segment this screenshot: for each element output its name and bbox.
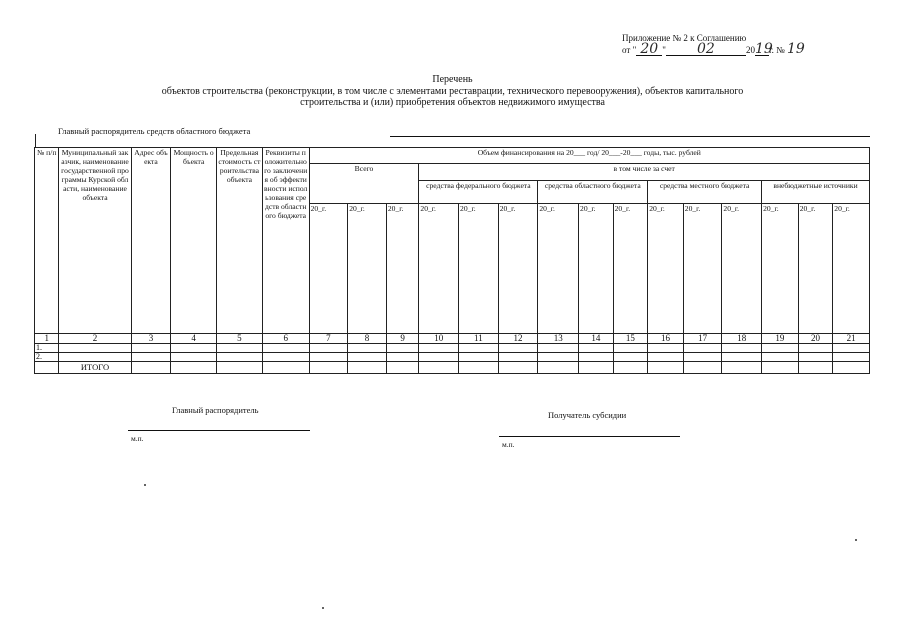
appendix-header (622, 33, 805, 56)
header-local: средства местного бюджета (648, 181, 762, 204)
left-signer-label: Главный распорядитель (172, 405, 259, 415)
year-cell: 20_г. (419, 204, 459, 334)
year-cell: 20_г. (722, 204, 762, 334)
column-number: 20 (798, 334, 833, 344)
header-address: Адрес объекта (131, 148, 171, 334)
column-number: 13 (538, 334, 579, 344)
header-customer: Муниципальный заказчик, наименование государственной программы Курской области, наименование объекта (59, 148, 131, 334)
column-number: 8 (348, 334, 387, 344)
column-number: 6 (262, 334, 309, 344)
header-total: Всего (309, 164, 419, 204)
table-row (35, 353, 870, 362)
header-capacity: Мощность объекта (171, 148, 217, 334)
date-prefix: от " (622, 45, 637, 55)
distributor-label: Главный распорядитель средств областного бюджета (58, 126, 251, 136)
column-number: 2 (59, 334, 131, 344)
right-signature-line (499, 436, 680, 437)
date-year-prefix: 20 (745, 45, 755, 55)
date-month: 02 (666, 44, 746, 56)
column-number: 18 (722, 334, 762, 344)
column-number: 10 (419, 334, 459, 344)
column-number: 11 (459, 334, 499, 344)
row-number: 1. (35, 344, 59, 353)
column-numbers-row (35, 334, 870, 344)
year-cell: 20_г. (309, 204, 348, 334)
column-number: 5 (217, 334, 263, 344)
appendix-date-line (622, 41, 805, 57)
left-stamp-mark: м.п. (131, 434, 144, 443)
date-year: 19 (754, 41, 773, 57)
agreement-number: 19 (786, 41, 805, 57)
header-including: в том числе за счет (419, 164, 870, 181)
objects-table (34, 147, 870, 374)
header-regional: средства областного бюджета (538, 181, 648, 204)
header-extrabudget: внебюджетные источники (762, 181, 870, 204)
column-number: 12 (498, 334, 538, 344)
year-cell: 20_г. (762, 204, 799, 334)
column-number: 17 (683, 334, 722, 344)
left-signature-line (128, 430, 310, 431)
title-line-3: строительства и (или) приобретения объектов недвижимого имущества (300, 97, 605, 108)
header-conclusion: Реквизиты положительного заключения об эффективности использования средств областного бюджета (262, 148, 309, 334)
year-cell: 20_г. (648, 204, 684, 334)
column-number: 14 (579, 334, 614, 344)
year-cell: 20_г. (348, 204, 387, 334)
scan-speck (855, 539, 857, 541)
date-year-suffix: г. № (768, 45, 785, 55)
header-number: № п/п (35, 148, 59, 334)
date-quote: " (662, 45, 666, 55)
column-number: 7 (309, 334, 348, 344)
appendix-line: Приложение № 2 к Соглашению (622, 33, 747, 43)
total-row (35, 362, 870, 374)
right-signer-label: Получатель субсидии (548, 410, 627, 420)
header-financing: Объем финансирования на 20___ год/ 20___-20___ годы, тыс. рублей (309, 148, 869, 164)
title-line-2: объектов строительства (реконструкции, в том числе с элементами реставрации, технического перевооружения), объектов капитального (161, 85, 744, 97)
table-row (35, 344, 870, 353)
year-cell: 20_г. (613, 204, 648, 334)
header-federal: средства федерального бюджета (419, 181, 538, 204)
column-number: 16 (648, 334, 684, 344)
year-cell: 20_г. (683, 204, 722, 334)
year-cell: 20_г. (798, 204, 833, 334)
right-stamp-mark: м.п. (502, 440, 515, 449)
column-number: 3 (131, 334, 171, 344)
column-number: 15 (613, 334, 648, 344)
column-number: 21 (833, 334, 870, 344)
year-cell: 20_г. (833, 204, 870, 334)
total-label: ИТОГО (59, 362, 131, 374)
scan-speck (144, 484, 146, 486)
document-title (0, 74, 905, 109)
year-cell: 20_г. (579, 204, 614, 334)
date-day: 20 (636, 44, 662, 56)
column-number: 4 (171, 334, 217, 344)
header-row-1 (35, 148, 870, 164)
year-cell: 20_г. (538, 204, 579, 334)
distributor-underline (390, 136, 870, 137)
title-line-1: Перечень (432, 74, 473, 85)
row-number: 2. (35, 353, 59, 362)
column-number: 1 (35, 334, 59, 344)
left-margin-tick (35, 134, 36, 148)
column-number: 19 (762, 334, 799, 344)
year-cell: 20_г. (386, 204, 419, 334)
column-number: 9 (386, 334, 419, 344)
scan-speck (322, 607, 324, 609)
year-cell: 20_г. (498, 204, 538, 334)
header-max-cost: Предельная стоимость строительства объекта (217, 148, 263, 334)
year-cell: 20_г. (459, 204, 499, 334)
